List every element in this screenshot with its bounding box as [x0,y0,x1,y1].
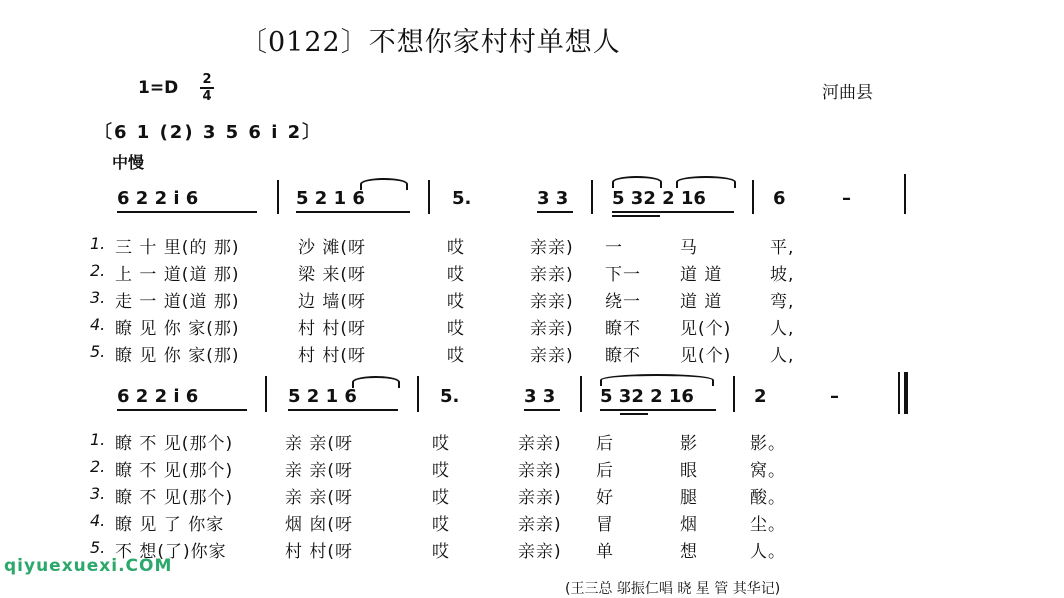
s1-v5-c6: 人, [770,346,795,366]
s1-underline-4 [612,211,734,213]
s2-v3-c4: 好 [596,488,614,508]
s1-v4-c3: 亲亲) [530,319,574,339]
s2-v1-c5: 影 [680,434,698,454]
s1-v3-c3: 亲亲) [530,292,574,312]
s2-v2-c1: 亲 亲(呀 [285,461,354,481]
s1-slur-1 [360,178,408,190]
s2-v2-c3: 亲亲) [518,461,562,481]
s1-v3-c0: 走 一 道(道 那) [115,292,240,312]
s2-v1-c2: 哎 [432,434,450,454]
s2-v4-c0: 瞭 见 了 你家 [115,515,225,535]
s1-v4-c0: 瞭 见 你 家(那) [115,319,240,339]
s2-measure-1: 6 2 2 i 6 [117,386,199,407]
s1-v1-c0: 三 十 里(的 那) [115,238,240,258]
s2-v3-c1: 亲 亲(呀 [285,488,354,508]
s2-v1-num: 1. [90,430,106,449]
s2-v4-c1: 烟 囱(呀 [285,515,354,535]
s1-v1-c1: 沙 滩(呀 [298,238,367,258]
s2-barline-end-thick [904,372,908,414]
s2-v2-c6: 窝。 [750,461,786,481]
s2-slur-1 [352,376,400,388]
s2-v4-c3: 亲亲) [518,515,562,535]
s1-barline-4 [752,180,754,214]
s2-v2-c5: 眼 [680,461,698,481]
s2-measure-5-dash: – [830,386,839,407]
s1-slur-3 [676,176,736,188]
s2-measure-2: 5 2 1 6 [288,386,357,407]
s1-v3-num: 3. [90,288,106,307]
s2-v4-c2: 哎 [432,515,450,535]
s2-v3-num: 3. [90,484,106,503]
s1-v1-c6: 平, [770,238,795,258]
s1-v1-c3: 亲亲) [530,238,574,258]
s2-v4-c4: 冒 [596,515,614,535]
s1-measure-5-dash: – [842,188,851,209]
site-watermark: qiyuexuexi.COM [4,556,173,576]
s1-v4-c1: 村 村(呀 [298,319,367,339]
s1-underline-2 [296,211,410,213]
s2-v3-c2: 哎 [432,488,450,508]
key-signature: 1=D [138,78,179,98]
s2-v1-c3: 亲亲) [518,434,562,454]
s2-slur-2 [600,374,714,386]
s1-v3-c1: 边 墙(呀 [298,292,367,312]
s1-barline-3 [591,180,593,214]
s2-measure-5: 2 [754,386,767,407]
s2-v1-c0: 瞭 不 见(那个) [115,434,234,454]
s1-v1-num: 1. [90,234,106,253]
s1-v2-c3: 亲亲) [530,265,574,285]
s2-measure-4: 5 32 2 16 [600,386,694,407]
time-sig-top: 2 [202,72,212,87]
s1-underline-3 [537,211,573,213]
performer-credit: (王三总 邬振仁唱 晓 星 管 其华记) [565,581,781,597]
region-label: 河曲县 [822,83,873,103]
s1-v1-c2: 哎 [447,238,465,258]
s1-v5-c2: 哎 [447,346,465,366]
s2-v5-c5: 想 [680,542,698,562]
s1-measure-5: 6 [773,188,786,209]
s2-v2-c4: 后 [596,461,614,481]
s1-v2-c5: 道 道 [680,265,723,285]
s2-v3-c5: 腿 [680,488,698,508]
s2-measure-3a: 5. [440,386,460,407]
s2-v3-c0: 瞭 不 见(那个) [115,488,234,508]
s2-underline-2 [288,409,398,411]
s2-v5-c1: 村 村(呀 [285,542,354,562]
s1-v2-c6: 坡, [770,265,795,285]
s2-v5-c0: 不 想(了)你家 [115,542,227,562]
s1-v5-c3: 亲亲) [530,346,574,366]
s1-v2-c0: 上 一 道(道 那) [115,265,240,285]
s2-barline-4 [733,376,735,412]
s2-v2-c0: 瞭 不 见(那个) [115,461,234,481]
s1-barline-2 [428,180,430,214]
s2-v2-num: 2. [90,457,106,476]
tempo-marking: 中慢 [112,153,145,172]
s2-v4-c6: 尘。 [750,515,786,535]
s2-v4-num: 4. [90,511,106,530]
s1-barline-1 [277,180,279,214]
s2-v5-c6: 人。 [750,542,786,562]
s2-v1-c6: 影。 [750,434,786,454]
s2-barline-1 [265,376,267,412]
song-title: 〔0122〕不想你家村村单想人 [240,27,621,58]
intro-notation: 〔6 1 (2) 3 5 6 i 2〕 [94,122,323,143]
s2-v1-c1: 亲 亲(呀 [285,434,354,454]
s1-v2-c2: 哎 [447,265,465,285]
s1-underline-1 [117,211,257,213]
s1-slur-2 [612,176,662,188]
s2-v5-c2: 哎 [432,542,450,562]
s1-v4-num: 4. [90,315,106,334]
s2-v5-c4: 单 [596,542,614,562]
s1-measure-2: 5 2 1 6 [296,188,365,209]
s2-measure-3b: 3 3 [524,386,556,407]
s1-v5-c5: 见(个) [680,346,732,366]
s1-v4-c2: 哎 [447,319,465,339]
s1-v4-c4: 瞭不 [605,319,641,339]
s1-v4-c5: 见(个) [680,319,732,339]
s1-v1-c4: 一 [605,238,623,258]
s1-measure-3b: 3 3 [537,188,569,209]
s2-barline-2 [417,376,419,412]
s1-measure-3a: 5. [452,188,472,209]
s2-barline-end-thin [898,372,900,414]
s1-v5-c1: 村 村(呀 [298,346,367,366]
s1-measure-4: 5 32 2 16 [612,188,706,209]
s1-v3-c6: 弯, [770,292,795,312]
s1-v2-c4: 下一 [605,265,641,285]
s2-v5-num: 5. [90,538,106,557]
s1-v5-c0: 瞭 见 你 家(那) [115,346,240,366]
s1-measure-1: 6 2 2 i 6 [117,188,199,209]
s1-v5-c4: 瞭不 [605,346,641,366]
s2-v4-c5: 烟 [680,515,698,535]
s2-v5-c3: 亲亲) [518,542,562,562]
s1-v3-c4: 绕一 [605,292,641,312]
s2-barline-3 [580,376,582,412]
s2-underline-3 [524,409,560,411]
s1-underline-4b [612,215,660,217]
s2-v3-c3: 亲亲) [518,488,562,508]
s2-v3-c6: 酸。 [750,488,786,508]
s1-v2-num: 2. [90,261,106,280]
s2-v1-c4: 后 [596,434,614,454]
s2-underline-4 [600,409,716,411]
s1-v2-c1: 梁 来(呀 [298,265,367,285]
s2-underline-1 [117,409,247,411]
s2-v2-c2: 哎 [432,461,450,481]
s1-v3-c2: 哎 [447,292,465,312]
s1-barline-end [904,174,906,214]
s1-v1-c5: 马 [680,238,698,258]
s1-v4-c6: 人, [770,319,795,339]
s2-underline-4b [620,413,648,415]
time-signature [200,73,214,103]
s1-v3-c5: 道 道 [680,292,723,312]
time-sig-bottom: 4 [202,89,212,104]
s1-v5-num: 5. [90,342,106,361]
